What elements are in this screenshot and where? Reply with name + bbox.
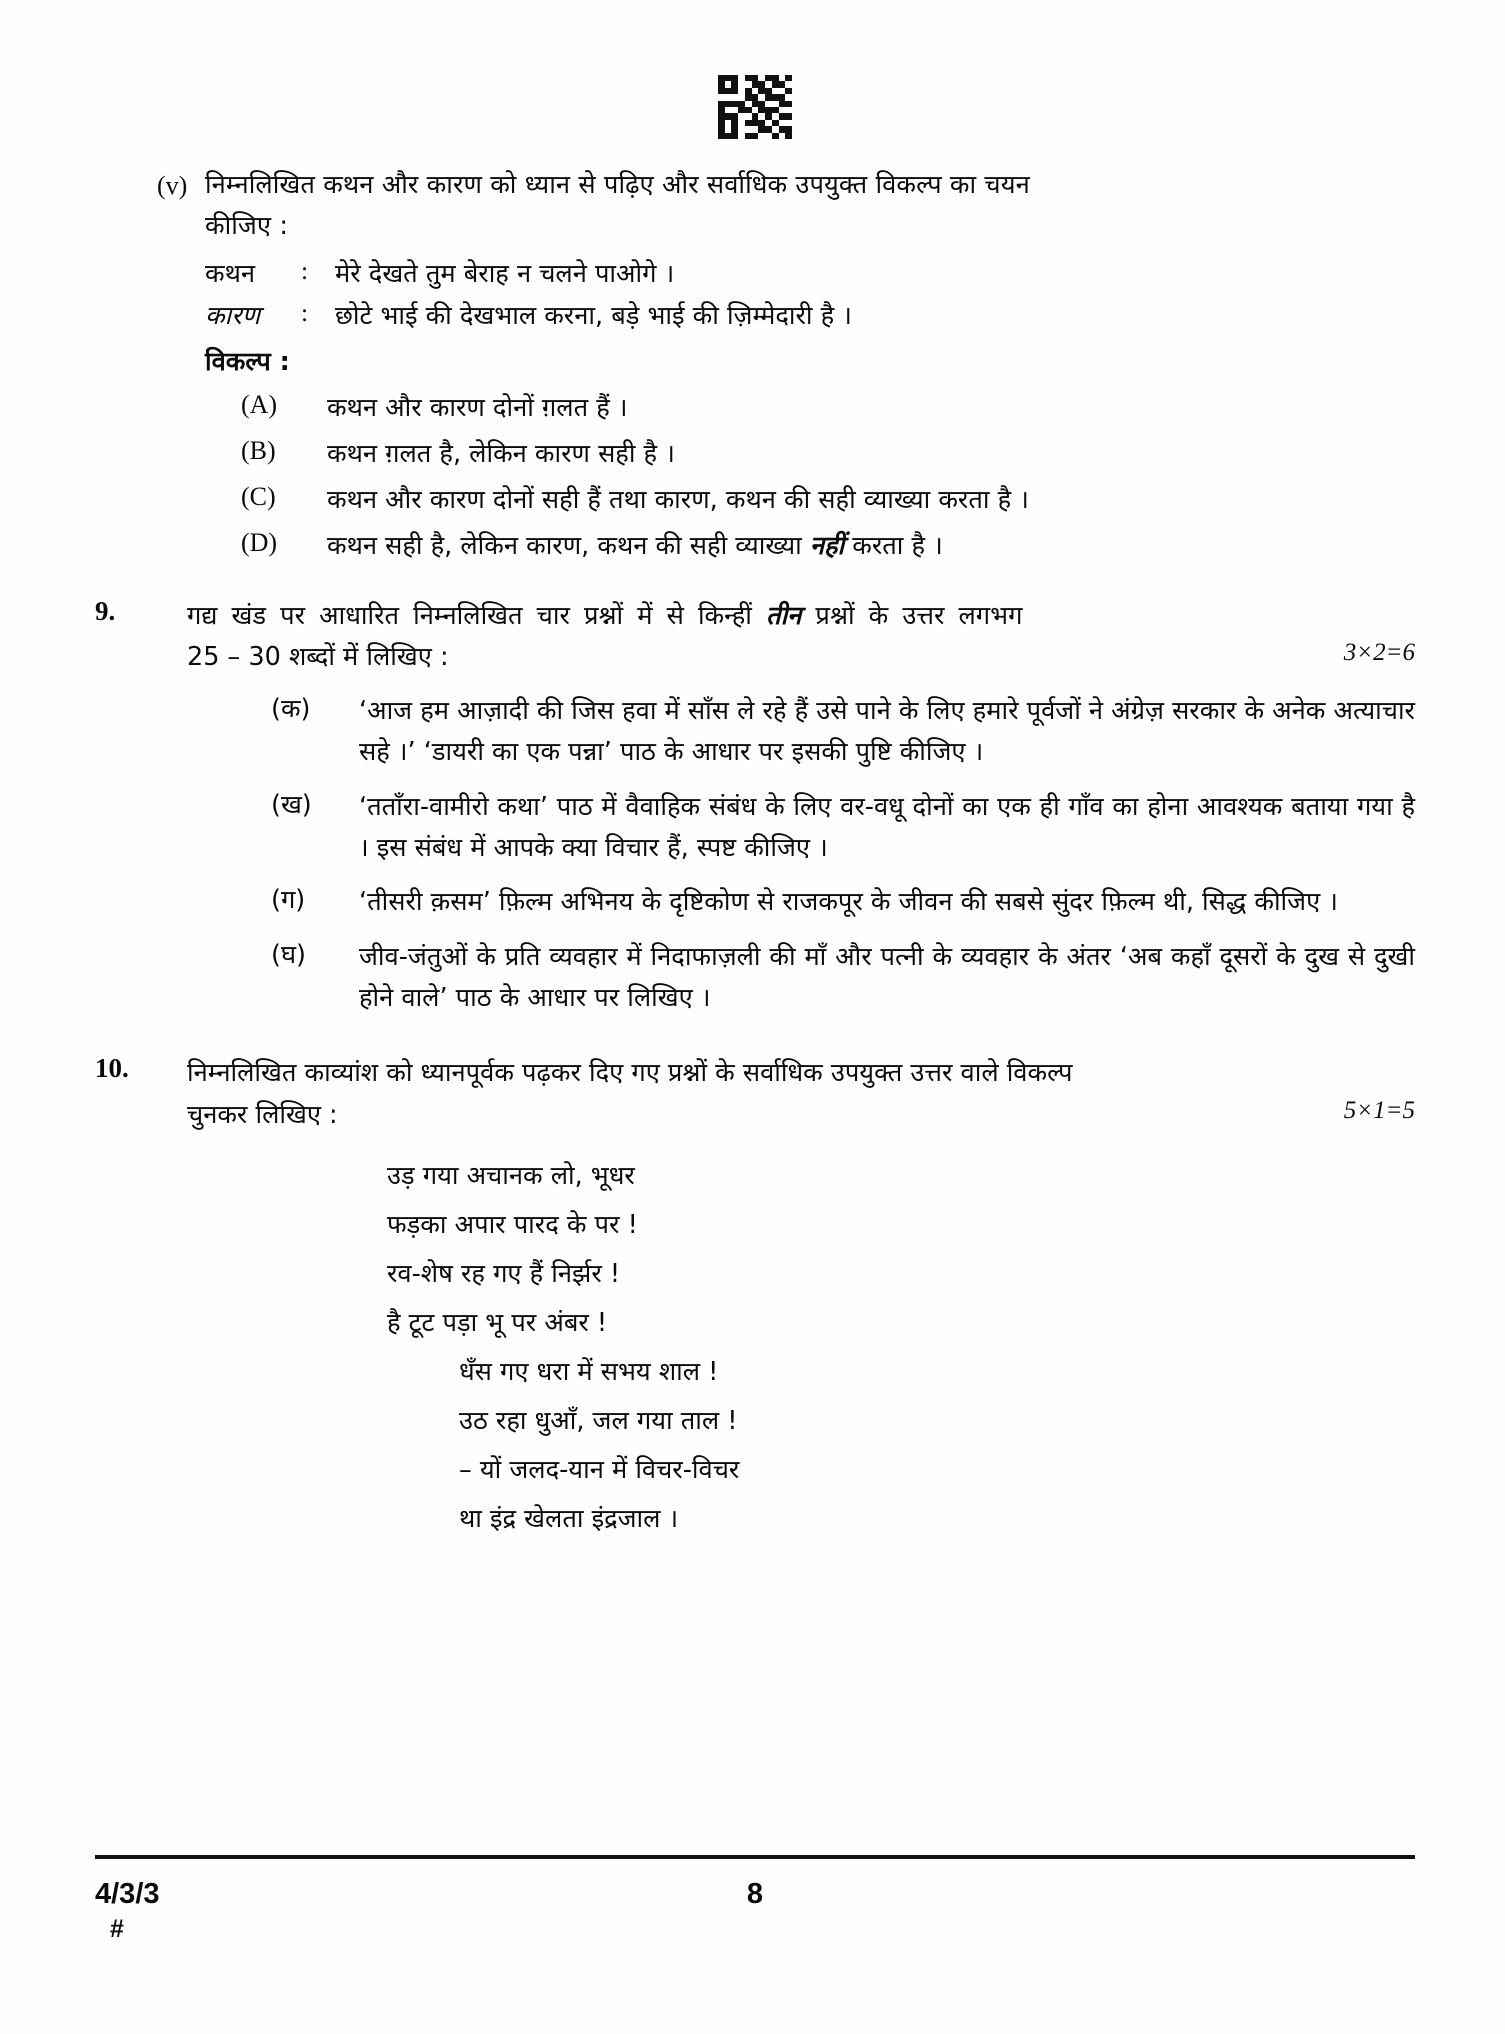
option-d-label: (D) (241, 527, 278, 557)
qr-code-wrapper (95, 75, 1415, 139)
poem-line-8: था इंद्र खेलता इंद्रजाल । (459, 1503, 679, 1534)
option-b-text: कथन ग़लत है, लेकिन कारण सही है । (327, 438, 675, 469)
option-d[interactable] (95, 528, 1415, 562)
sub-question-v-stem-line1: निम्नलिखित कथन और कारण को ध्यान से पढ़िए और सर्वाधिक उपयुक्त विकल्प का चयन (205, 170, 1030, 200)
footer-divider (95, 1855, 1415, 1859)
page-content (95, 75, 1415, 1543)
question-9-sub-ga-text: ‘तीसरी क़सम’ फ़िल्म अभिनय के दृष्टिकोण से राजकपूर के जीवन की सबसे सुंदर फ़िल्म थी, सिद्ध कीजिए । (359, 887, 1338, 918)
poem-line-7: – यों जलद-यान में विचर-विचर (459, 1454, 740, 1485)
option-c-text: कथन और कारण दोनों सही हैं तथा कारण, कथन की सही व्याख्या करता है । (327, 484, 1029, 515)
poem-line-1: उड़ गया अचानक लो, भूधर (387, 1160, 635, 1191)
question-10-marks: 5×1=5 (1343, 1096, 1415, 1124)
poem-passage (187, 1152, 1415, 1544)
option-a-label: (A) (241, 389, 278, 419)
poem-line-4: है टूट पड़ा भू पर अंबर ! (387, 1307, 608, 1338)
sub-question-v-stem-line2: कीजिए : (205, 211, 289, 242)
question-9-sub-kha (187, 787, 1415, 870)
question-9-body (187, 596, 1415, 1020)
question-9-sub-gha-label: (घ) (271, 939, 306, 970)
question-9 (95, 596, 1415, 1020)
reason-row (95, 298, 1415, 332)
poem-line-5: धँस गए धरा में सभय शाल ! (459, 1356, 719, 1387)
question-10-body (187, 1053, 1415, 1543)
question-9-stem-line1 (187, 596, 1415, 637)
question-9-marks: 3×2=6 (1343, 638, 1415, 666)
options-heading: विकल्प : (205, 346, 290, 377)
question-9-stem-after: प्रश्नों के उत्तर लगभग (801, 600, 1023, 631)
option-c[interactable] (95, 482, 1415, 516)
question-9-sub-ka (187, 691, 1415, 774)
question-9-sub-gha-text: जीव-जंतुओं के प्रति व्यवहार में निदाफाज़ली की माँ और पत्नी के व्यवहार के अंतर ‘अब कहाँ दूसरों के दुख से दुखी होने वाले’ पाठ के आधार पर लिखिए । (359, 941, 1415, 1013)
question-9-sub-ga-label: (ग) (271, 885, 306, 916)
question-9-sub-kha-label: (ख) (271, 789, 312, 820)
question-10-stem-line1: निम्नलिखित काव्यांश को ध्यानपूर्वक पढ़कर दिए गए प्रश्नों के सर्वाधिक उपयुक्त उत्तर वाले विकल्प (187, 1058, 1073, 1089)
sub-question-v (95, 165, 1415, 248)
question-10-stem-line2: चुनकर लिखिए : (187, 1099, 338, 1130)
option-a-text: कथन और कारण दोनों ग़लत हैं । (327, 392, 628, 423)
hash-mark: # (110, 1915, 124, 1943)
reason-text: छोटे भाई की देखभाल करना, बड़े भाई की ज़िम्मेदारी है । (335, 300, 852, 331)
question-9-stem-before: गद्य खंड पर आधारित निम्नलिखित चार प्रश्नों में से किन्हीं (187, 600, 767, 631)
option-d-emphasis: नहीं (809, 530, 845, 561)
option-b-label: (B) (241, 435, 276, 465)
sub-question-v-number: (v) (157, 171, 188, 200)
page-footer (95, 1878, 1415, 1911)
poem-line-2: फड़का अपार पारद के पर ! (387, 1209, 638, 1240)
question-9-sub-ka-text: ‘आज हम आज़ादी की जिस हवा में साँस ले रहे हैं उसे पाने के लिए हमारे पूर्वजों ने अंग्रेज़ सरकार के अनेक अत्याचार सहे ।’ ‘डायरी का एक पन्ना’ पाठ के आधार पर इसकी पुष्टि कीजिए । (359, 696, 1415, 768)
option-d-text-after: करता है । (844, 530, 943, 561)
statement-label: कथन (205, 258, 256, 289)
question-10 (95, 1053, 1415, 1543)
statement-row (95, 256, 1415, 290)
poem-line-6: उठ रहा धुआँ, जल गया ताल ! (459, 1405, 738, 1436)
question-9-sub-ga (187, 882, 1415, 923)
statement-colon: : (301, 255, 309, 285)
option-c-label: (C) (241, 481, 276, 511)
question-9-sub-gha (187, 937, 1415, 1020)
option-d-text (327, 528, 1415, 562)
question-9-stem-line2: 25 – 30 शब्दों में लिखिए : (187, 641, 449, 672)
option-d-text-before: कथन सही है, लेकिन कारण, कथन की सही व्याख्या (327, 530, 810, 561)
question-9-number: 9. (95, 595, 116, 626)
option-a[interactable] (95, 390, 1415, 424)
statement-text: मेरे देखते तुम बेराह न चलने पाओगे । (335, 258, 675, 289)
question-9-stem-emphasis: तीन (766, 600, 802, 631)
option-b[interactable] (95, 436, 1415, 470)
reason-colon: : (301, 297, 309, 327)
poem-line-3: रव-शेष रह गए हैं निर्झर ! (387, 1258, 621, 1289)
sub-question-v-body (205, 165, 1415, 248)
paper-code: 4/3/3 (95, 1878, 160, 1910)
page-number: 8 (746, 1878, 764, 1910)
qr-code (718, 75, 792, 139)
question-9-sub-kha-text: ‘तताँरा-वामीरो कथा’ पाठ में वैवाहिक संबंध के लिए वर-वधू दोनों का एक ही गाँव का होना आवश्यक बताया गया है । इस संबंध में आपके क्या विचार हैं, स्पष्ट कीजिए । (359, 791, 1415, 864)
question-10-number: 10. (95, 1053, 129, 1084)
reason-label: कारण (205, 300, 261, 331)
question-9-sub-ka-label: (क) (271, 694, 311, 725)
